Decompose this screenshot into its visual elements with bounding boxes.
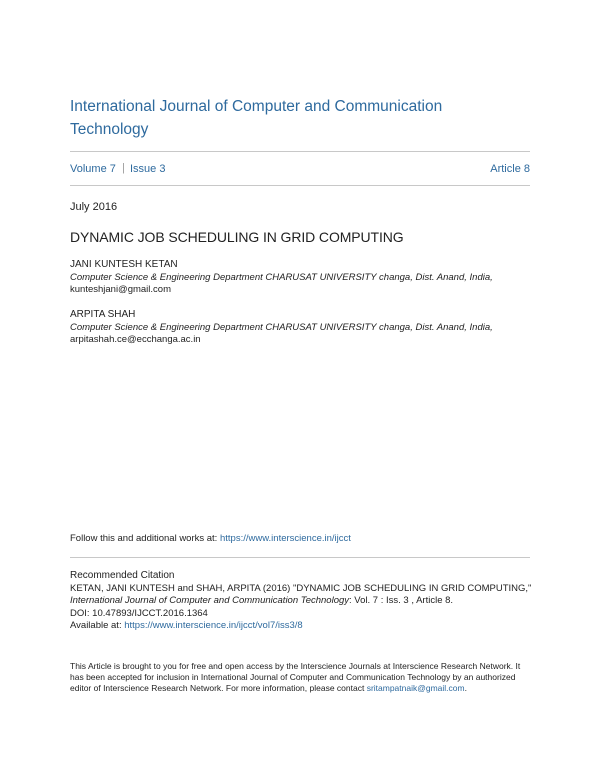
author-email: kunteshjani@gmail.com	[70, 284, 171, 295]
notice-end: .	[464, 683, 467, 693]
volume-divider	[70, 185, 530, 186]
top-divider	[70, 151, 530, 152]
author-block-1	[70, 259, 540, 297]
author-block-2	[70, 309, 540, 347]
author-name: JANI KUNTESH KETAN	[70, 259, 178, 270]
article-link[interactable]: Article 8	[490, 163, 530, 175]
follow-works-line	[70, 533, 351, 544]
author-name: ARPITA SHAH	[70, 309, 136, 320]
journal-title[interactable]: International Journal of Computer and Communication Technology	[70, 98, 443, 138]
volume-issue-separator: |	[122, 162, 125, 174]
citation-line-1: KETAN, JANI KUNTESH and SHAH, ARPITA (2016) "DYNAMIC JOB SCHEDULING IN GRID COMPUTING,"	[70, 582, 532, 594]
author-affiliation: Computer Science & Engineering Department CHARUSAT UNIVERSITY changa, Dist. Anand, India,	[70, 271, 493, 283]
citation-divider	[70, 557, 530, 558]
available-url-link[interactable]: https://www.interscience.in/ijcct/vol7/iss3/8	[124, 620, 303, 631]
open-access-notice	[70, 661, 525, 694]
author-affiliation: Computer Science & Engineering Department CHARUSAT UNIVERSITY changa, Dist. Anand, India,	[70, 321, 493, 333]
notice-text: This Article is brought to you for free and open access by the Interscience Journals at Interscience Research Network. It has been accepted for inclusion in International Journal of Computer and Communication Technology by an authorized editor of Interscience Research Network. For more information, please contact	[70, 661, 521, 693]
citation-volume-info: : Vol. 7 : Iss. 3 , Article 8.	[349, 595, 454, 606]
citation-available-line	[70, 620, 540, 633]
author-email: arpitashah.ce@ecchanga.ac.in	[70, 334, 201, 345]
paper-title: DYNAMIC JOB SCHEDULING IN GRID COMPUTING	[70, 229, 404, 245]
volume-issue-row	[70, 163, 530, 179]
follow-text: Follow this and additional works at:	[70, 533, 220, 544]
follow-url-link[interactable]: https://www.interscience.in/ijcct	[219, 533, 351, 544]
recommended-citation	[70, 570, 540, 633]
citation-journal-name: International Journal of Computer and Communication Technology	[70, 595, 350, 606]
available-label: Available at:	[70, 620, 125, 631]
publication-date: July 2016	[70, 201, 118, 213]
citation-heading: Recommended Citation	[70, 570, 175, 581]
citation-line-2	[70, 595, 540, 608]
contact-email-link[interactable]: sritampatnaik@gmail.com	[366, 683, 465, 693]
volume-link[interactable]: Volume 7	[70, 163, 116, 175]
issue-link[interactable]: Issue 3	[130, 163, 166, 175]
citation-doi: DOI: 10.47893/IJCCT.2016.1364	[70, 607, 208, 619]
